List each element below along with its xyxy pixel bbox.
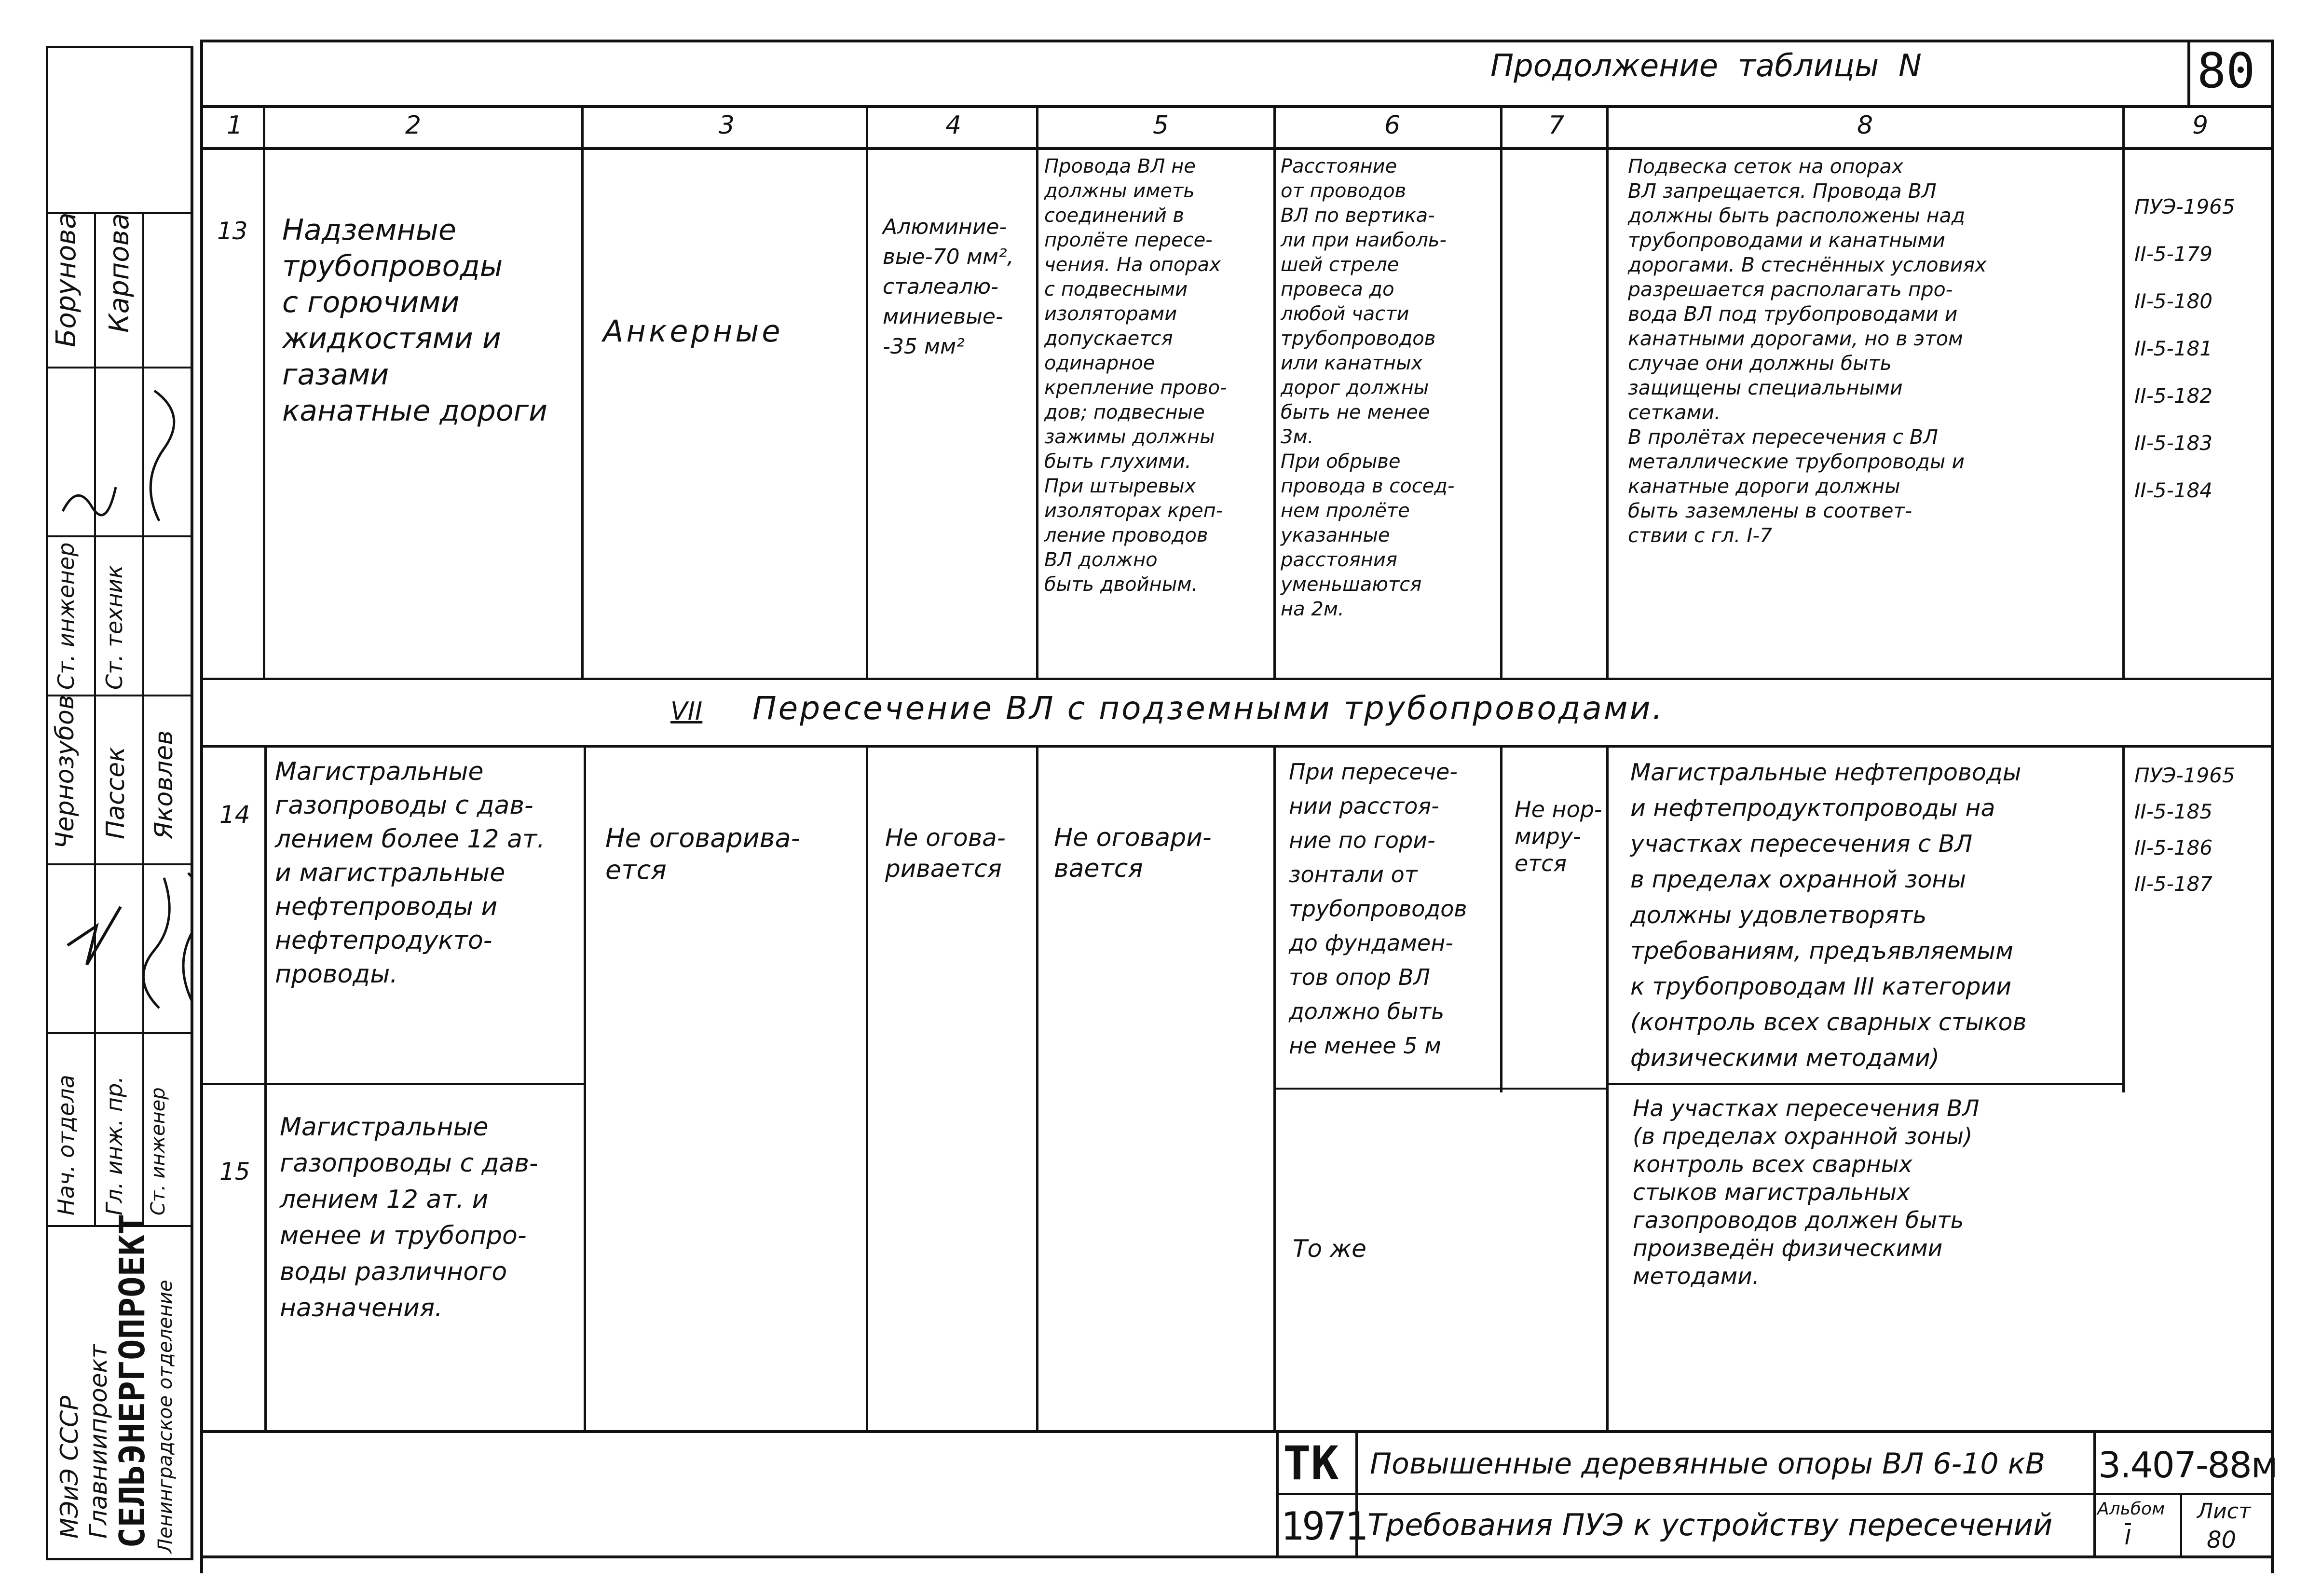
- stamp-v3: [2180, 1495, 2182, 1555]
- col-v5: [1273, 105, 1276, 679]
- row14-distance: При пересече- нии расстоя- ние по гори- зонтали от трубопроводов до фундамен- тов опор ВЛ должно быть не менее 5 м: [1289, 759, 1467, 1059]
- row14-object: Магистральные газопроводы с дав- лением более 12 ат. и магистральные нефтепроводы и нефтепродукто- проводы.: [275, 757, 545, 989]
- stamp-v2: [2093, 1430, 2096, 1556]
- row15-notes: На участках пересечения ВЛ (в пределах охранной зоны) контроль всех сварных стыков магистральных газопроводов должен быть произведён физическими методами.: [1633, 1095, 1980, 1290]
- side-org-4: Ленинградское отделение: [154, 1280, 177, 1553]
- page-number-box: 80: [2197, 42, 2255, 99]
- continuation-caption: Продолжение таблицы N: [1490, 48, 1922, 84]
- row13-notes: Подвеска сеток на опорах ВЛ запрещается. Провода ВЛ должны быть расположены над трубопроводами и канатными дорогами. В стеснённых условиях разрешается располагать про- вода ВЛ под трубопроводами и канатными дорогами, но в этом случае они должны быть защищены специальными сетками. В пролётах пересечения с ВЛ металлические трубопроводы и канатные дороги должны быть заземлены в соответ- ствии с гл. I-7: [1628, 155, 1987, 547]
- col-v3-low: [866, 745, 868, 1432]
- row13-num: 13: [217, 217, 248, 245]
- side-name-2: Карпова: [104, 213, 135, 333]
- side-frame-top: [46, 46, 193, 48]
- header-line-bottom: [200, 147, 2274, 150]
- side-role-5: Ст. инженер: [147, 1087, 169, 1215]
- row-sep-14-15-left: [200, 1083, 586, 1085]
- row15-num: 15: [219, 1158, 250, 1186]
- row13-object: Надземные трубопроводы с горючими жидкостями и газами канатные дороги: [282, 213, 548, 428]
- row14-refs: ПУЭ-1965 II-5-185 II-5-186 II-5-187: [2134, 764, 2235, 896]
- col-num-7: 7: [1548, 111, 1565, 140]
- col-v8: [2122, 105, 2125, 679]
- stamp-code: 3.407-88м: [2098, 1445, 2277, 1486]
- page-box-left: [2187, 40, 2190, 107]
- row14-notes: Магистральные нефтепроводы и нефтепродуктопроводы на участках пересечения с ВЛ в пределах охранной зоны должны удовлетворять требованиям, предъявляемым к трубопроводам III категории (контроль всех сварных стыков физическими методами): [1630, 759, 2027, 1072]
- row15-distance: То же: [1293, 1235, 1366, 1263]
- stamp-tk: ТК: [1283, 1436, 1339, 1490]
- row14-supports: Не оговарива- ется: [605, 823, 801, 885]
- row13-refs: ПУЭ-1965 II-5-179 II-5-180 II-5-181 II-5-182 II-5-183 II-5-184: [2134, 195, 2235, 502]
- section-title: Пересечение ВЛ с подземными трубопроводами.: [752, 690, 1665, 727]
- side-name-1: Борунова: [51, 212, 82, 347]
- row14-wires: Не огова- ривается: [885, 824, 1006, 883]
- row14-requirements: Не оговари- вается: [1054, 823, 1212, 883]
- stamp-top: [1276, 1430, 2272, 1433]
- frame-right: [2271, 40, 2274, 1573]
- col-num-5: 5: [1153, 111, 1169, 140]
- col-v3: [866, 105, 868, 679]
- stamp-left: [1276, 1430, 1279, 1556]
- row15-object: Магистральные газопроводы с дав- лением 12 ат. и менее и трубопро- воды различного назначения.: [280, 1113, 538, 1323]
- col-v5-low: [1273, 745, 1276, 1432]
- signature-4: [143, 878, 169, 1008]
- col-num-4: 4: [945, 111, 962, 140]
- side-name-5: Яковлев: [150, 730, 178, 839]
- col-v2: [581, 105, 584, 679]
- row13-wires: Алюминие- вые-70 мм², сталеалю- миниевые- -35 мм²: [883, 215, 1014, 359]
- section-line-bottom: [200, 745, 2274, 748]
- side-role-2: Ст. техник: [101, 565, 127, 690]
- side-name-4: Пассек: [101, 747, 130, 839]
- side-frame-bottom: [46, 1558, 193, 1560]
- stamp-album: $\overline{I}$: [2125, 1525, 2131, 1550]
- col-v4-low: [1036, 745, 1038, 1432]
- signature-2: [150, 391, 174, 521]
- section-line-top: [200, 678, 2274, 680]
- col-v1: [263, 105, 265, 679]
- col-v1-low: [264, 745, 267, 1432]
- stamp-title-1: Повышенные деревянные опоры ВЛ 6-10 кВ: [1370, 1447, 2046, 1481]
- row-sep-14-15-c8: [1606, 1083, 2122, 1085]
- stamp-sheet-label: Лист: [2197, 1499, 2251, 1524]
- side-role-3: Нач. отдела: [53, 1075, 79, 1215]
- row13-supports: Анкерные: [603, 314, 783, 349]
- col-num-8: 8: [1857, 111, 1873, 140]
- side-org-1: МЭиЭ СССР: [55, 1395, 83, 1539]
- signature-5: [183, 873, 193, 1003]
- col-num-1: 1: [227, 111, 243, 140]
- frame-top: [200, 40, 2274, 42]
- col-v7-low: [1606, 745, 1609, 1432]
- stamp-title-2: Требования ПУЭ к устройству пересечений: [1367, 1507, 2053, 1542]
- stamp-album-label: Альбом: [2097, 1499, 2165, 1519]
- side-role-4: Гл. инж. пр.: [101, 1076, 127, 1215]
- col-v4: [1036, 105, 1038, 679]
- col-num-9: 9: [2192, 111, 2209, 140]
- col-v7: [1606, 105, 1609, 679]
- side-org-2: Главниипроект: [84, 1344, 112, 1539]
- col-v2-low: [584, 745, 586, 1432]
- col-v8-low: [2122, 745, 2125, 1092]
- stamp-sheet: 80: [2207, 1527, 2237, 1554]
- col-v6: [1500, 105, 1502, 679]
- row-sep-14-15-c6: [1276, 1088, 1606, 1090]
- side-role-1: Ст. инженер: [53, 542, 79, 690]
- col-v6-low: [1500, 745, 1502, 1092]
- stamp-year: 1971: [1281, 1504, 1366, 1549]
- section-numeral: VII: [670, 697, 703, 726]
- row14-num: 14: [219, 801, 250, 829]
- row14-norm: Не нор- миру- ется: [1515, 796, 1602, 876]
- col-num-3: 3: [719, 111, 735, 140]
- side-org-3: СЕЛЬЭНЕРГОПРОЕКТ: [112, 1214, 152, 1548]
- col-num-2: 2: [405, 111, 422, 140]
- signature-1: [63, 487, 116, 515]
- row13-distance: Расстояние от проводов ВЛ по вертика- ли при наиболь- шей стреле провеса до любой части трубопроводов или канатных дорог должны быть не менее 3м. При обрыве провода в сосед- нем пролёте указанные расстояния уменьшаются на 2м.: [1281, 155, 1455, 620]
- frame-left: [200, 40, 203, 1573]
- frame-bottom: [200, 1555, 2274, 1558]
- header-line-top: [200, 105, 2274, 108]
- signature-3: [68, 907, 121, 965]
- signatures: [48, 367, 193, 1042]
- col-num-6: 6: [1384, 111, 1401, 140]
- side-name-3: Чернозубов: [51, 695, 80, 849]
- stamp-mid: [1276, 1493, 2272, 1495]
- row13-requirements: Провода ВЛ не должны иметь соединений в пролёте пересе- чения. На опорах с подвесными изоляторами допускается одинарное крепление прово- дов; подвесные зажимы должны быть глухими. При штыревых изоляторах креп- ление проводов ВЛ должно быть двойным.: [1044, 155, 1227, 596]
